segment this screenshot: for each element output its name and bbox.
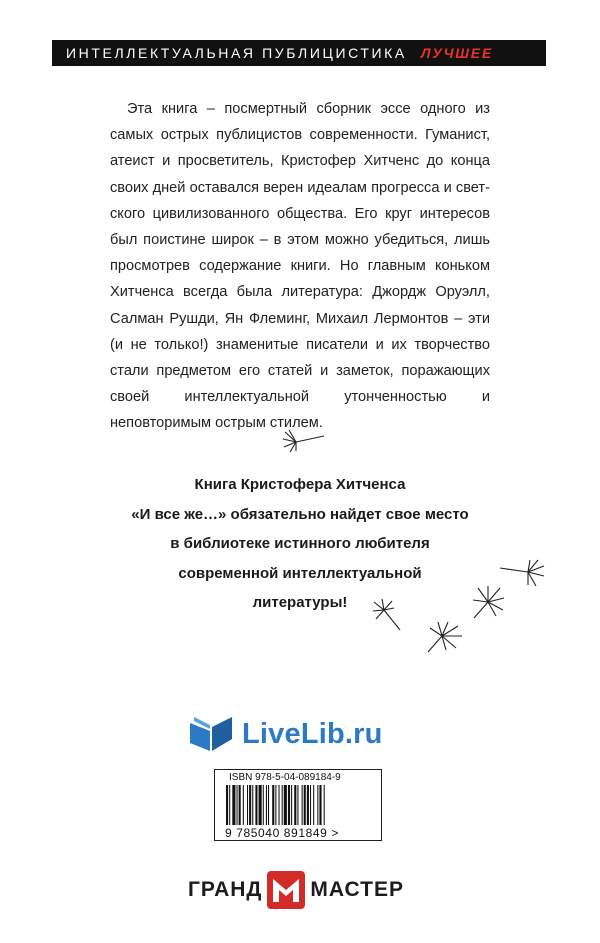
promo-line: современной интеллектуальной — [178, 564, 422, 582]
publisher-emblem-icon — [266, 870, 306, 910]
barcode-bar — [237, 785, 238, 825]
barcode-bar — [266, 785, 267, 825]
promo-line: Книга Кристофера Хитченса — [194, 476, 406, 493]
barcode-bar — [243, 785, 244, 825]
barcode-bar — [275, 785, 276, 825]
barcode-bar — [307, 785, 309, 825]
dandelion-seed-icon — [424, 620, 464, 654]
barcode-bar — [239, 785, 241, 825]
barcode-bar — [282, 785, 283, 825]
barcode-icon — [224, 785, 374, 825]
series-label: ИНТЕЛЛЕКТУАЛЬНАЯ ПУБЛИЦИСТИКА — [66, 45, 407, 61]
promo-line: «И все же…» обязательно найдет свое место — [131, 505, 469, 523]
series-badge: ЛУЧШЕЕ — [420, 45, 494, 61]
barcode-bar — [291, 785, 292, 825]
barcode-bar — [252, 785, 253, 825]
open-book-icon — [190, 717, 232, 751]
dandelion-seed-icon — [282, 428, 328, 454]
barcode-bar — [294, 785, 296, 825]
barcode-bar — [317, 785, 318, 825]
barcode-bar — [226, 785, 228, 825]
barcode-bar — [259, 785, 262, 825]
promo-line: в библиотеке истинного любителя — [170, 535, 430, 552]
barcode-bar — [284, 785, 287, 825]
barcode-bar — [302, 785, 303, 825]
isbn-number: ISBN 978-5-04-089184-9 — [229, 772, 341, 783]
barcode-bar — [268, 785, 269, 825]
barcode-bar — [297, 785, 298, 825]
annotation-text: Эта книга – посмертный сборник эссе одного из самых острых публицистов современности. Гуманист, атеист и просветитель, Кристофер Хитченс до конца своих дней оставался верен идеалам прогресса и светского цивилизованного общества. Его круг интересов был поистине широк – в этом можно убедиться, лишь просмотрев содержание книги. Но главным коньком Хитченса всегда была литература: Джордж Оруэлл, Салман Рушди, Ян Флеминг, Михаил Лермонтов – эти (и не только!) знаменитые писатели и их творчество стали предметом его статей и заметок, поражающих своей интеллектуальной утонченностью и неповторимым острым стилем. — [110, 101, 490, 432]
livelib-wordmark: LiveLib.ru — [242, 717, 383, 750]
promo-line: литературы! — [252, 594, 348, 611]
livelib-watermark — [190, 712, 383, 756]
barcode-bar — [263, 785, 264, 825]
barcode-bar — [249, 785, 251, 825]
barcode-bar — [313, 785, 314, 825]
isbn-barcode — [214, 769, 382, 841]
publisher-name-left: ГРАНД — [188, 878, 263, 901]
barcode-bar — [229, 785, 230, 825]
barcode-bar — [324, 785, 325, 825]
barcode-digits: 9 785040 891849 > — [225, 826, 339, 840]
barcode-bar — [255, 785, 257, 825]
series-banner — [52, 40, 546, 66]
promo-text — [60, 470, 540, 618]
barcode-bar — [272, 785, 274, 825]
barcode-bar — [279, 785, 280, 825]
barcode-bar — [310, 785, 311, 825]
publisher-logo — [188, 870, 404, 910]
barcode-bar — [232, 785, 235, 825]
barcode-bar — [319, 785, 321, 825]
publisher-name-right: МАСТЕР — [310, 878, 404, 901]
barcode-bar — [304, 785, 306, 825]
barcode-bar — [247, 785, 248, 825]
barcode-bar — [288, 785, 290, 825]
